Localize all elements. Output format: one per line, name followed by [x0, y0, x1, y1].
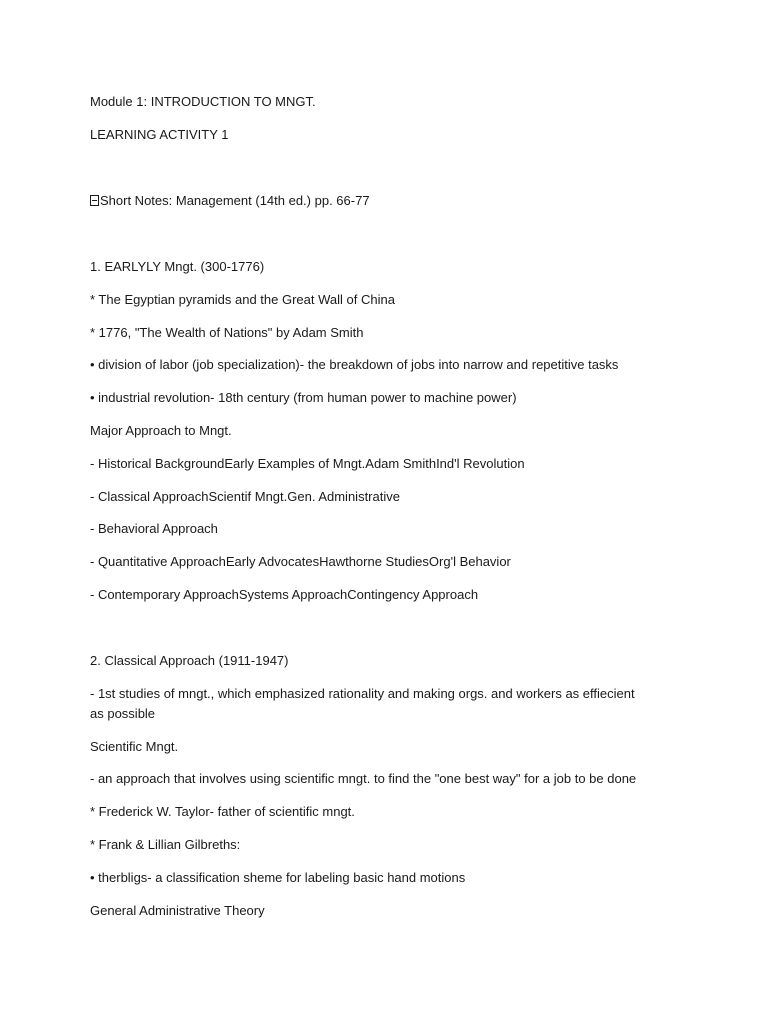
list-item: * Frederick W. Taylor- father of scientific mngt.	[90, 804, 355, 819]
short-notes-text: Short Notes: Management (14th ed.) pp. 66-77	[100, 193, 370, 208]
list-item: - Contemporary ApproachSystems ApproachContingency Approach	[90, 587, 479, 602]
list-item: * The Egyptian pyramids and the Great Wall of China	[90, 292, 395, 307]
activity-title: LEARNING ACTIVITY 1	[90, 127, 229, 142]
subheading-general-administrative: General Administrative Theory	[90, 903, 265, 918]
missing-glyph-icon	[90, 195, 99, 206]
section-heading-early: 1. EARLYLY Mngt. (300-1776)	[90, 259, 265, 274]
list-item: * Frank & Lillian Gilbreths:	[90, 837, 241, 852]
list-item: • industrial revolution- 18th century (from human power to machine power)	[90, 390, 517, 405]
list-item: - Behavioral Approach	[90, 521, 218, 536]
list-item: • therbligs- a classification sheme for labeling basic hand motions	[90, 870, 466, 885]
list-item: • division of labor (job specialization)- the breakdown of jobs into narrow and repetitive tasks	[90, 357, 619, 372]
section-heading-classical: 2. Classical Approach (1911-1947)	[90, 653, 289, 668]
list-item: - Quantitative ApproachEarly AdvocatesHawthorne StudiesOrg'l Behavior	[90, 554, 511, 569]
list-item: - Historical BackgroundEarly Examples of Mngt.Adam SmithInd'l Revolution	[90, 456, 525, 471]
module-title: Module 1: INTRODUCTION TO MNGT.	[90, 94, 316, 109]
list-item: * 1776, "The Wealth of Nations" by Adam Smith	[90, 325, 364, 340]
list-item: - an approach that involves using scientific mngt. to find the "one best way" for a job to be done	[90, 771, 637, 786]
list-item: - 1st studies of mngt., which emphasized rationality and making orgs. and workers as effiecient as possible	[90, 686, 635, 721]
short-notes-line	[90, 191, 650, 211]
subheading-major-approach: Major Approach to Mngt.	[90, 423, 232, 438]
subheading-scientific-mngt: Scientific Mngt.	[90, 739, 179, 754]
list-item: - Classical ApproachScientif Mngt.Gen. Administrative	[90, 489, 400, 504]
